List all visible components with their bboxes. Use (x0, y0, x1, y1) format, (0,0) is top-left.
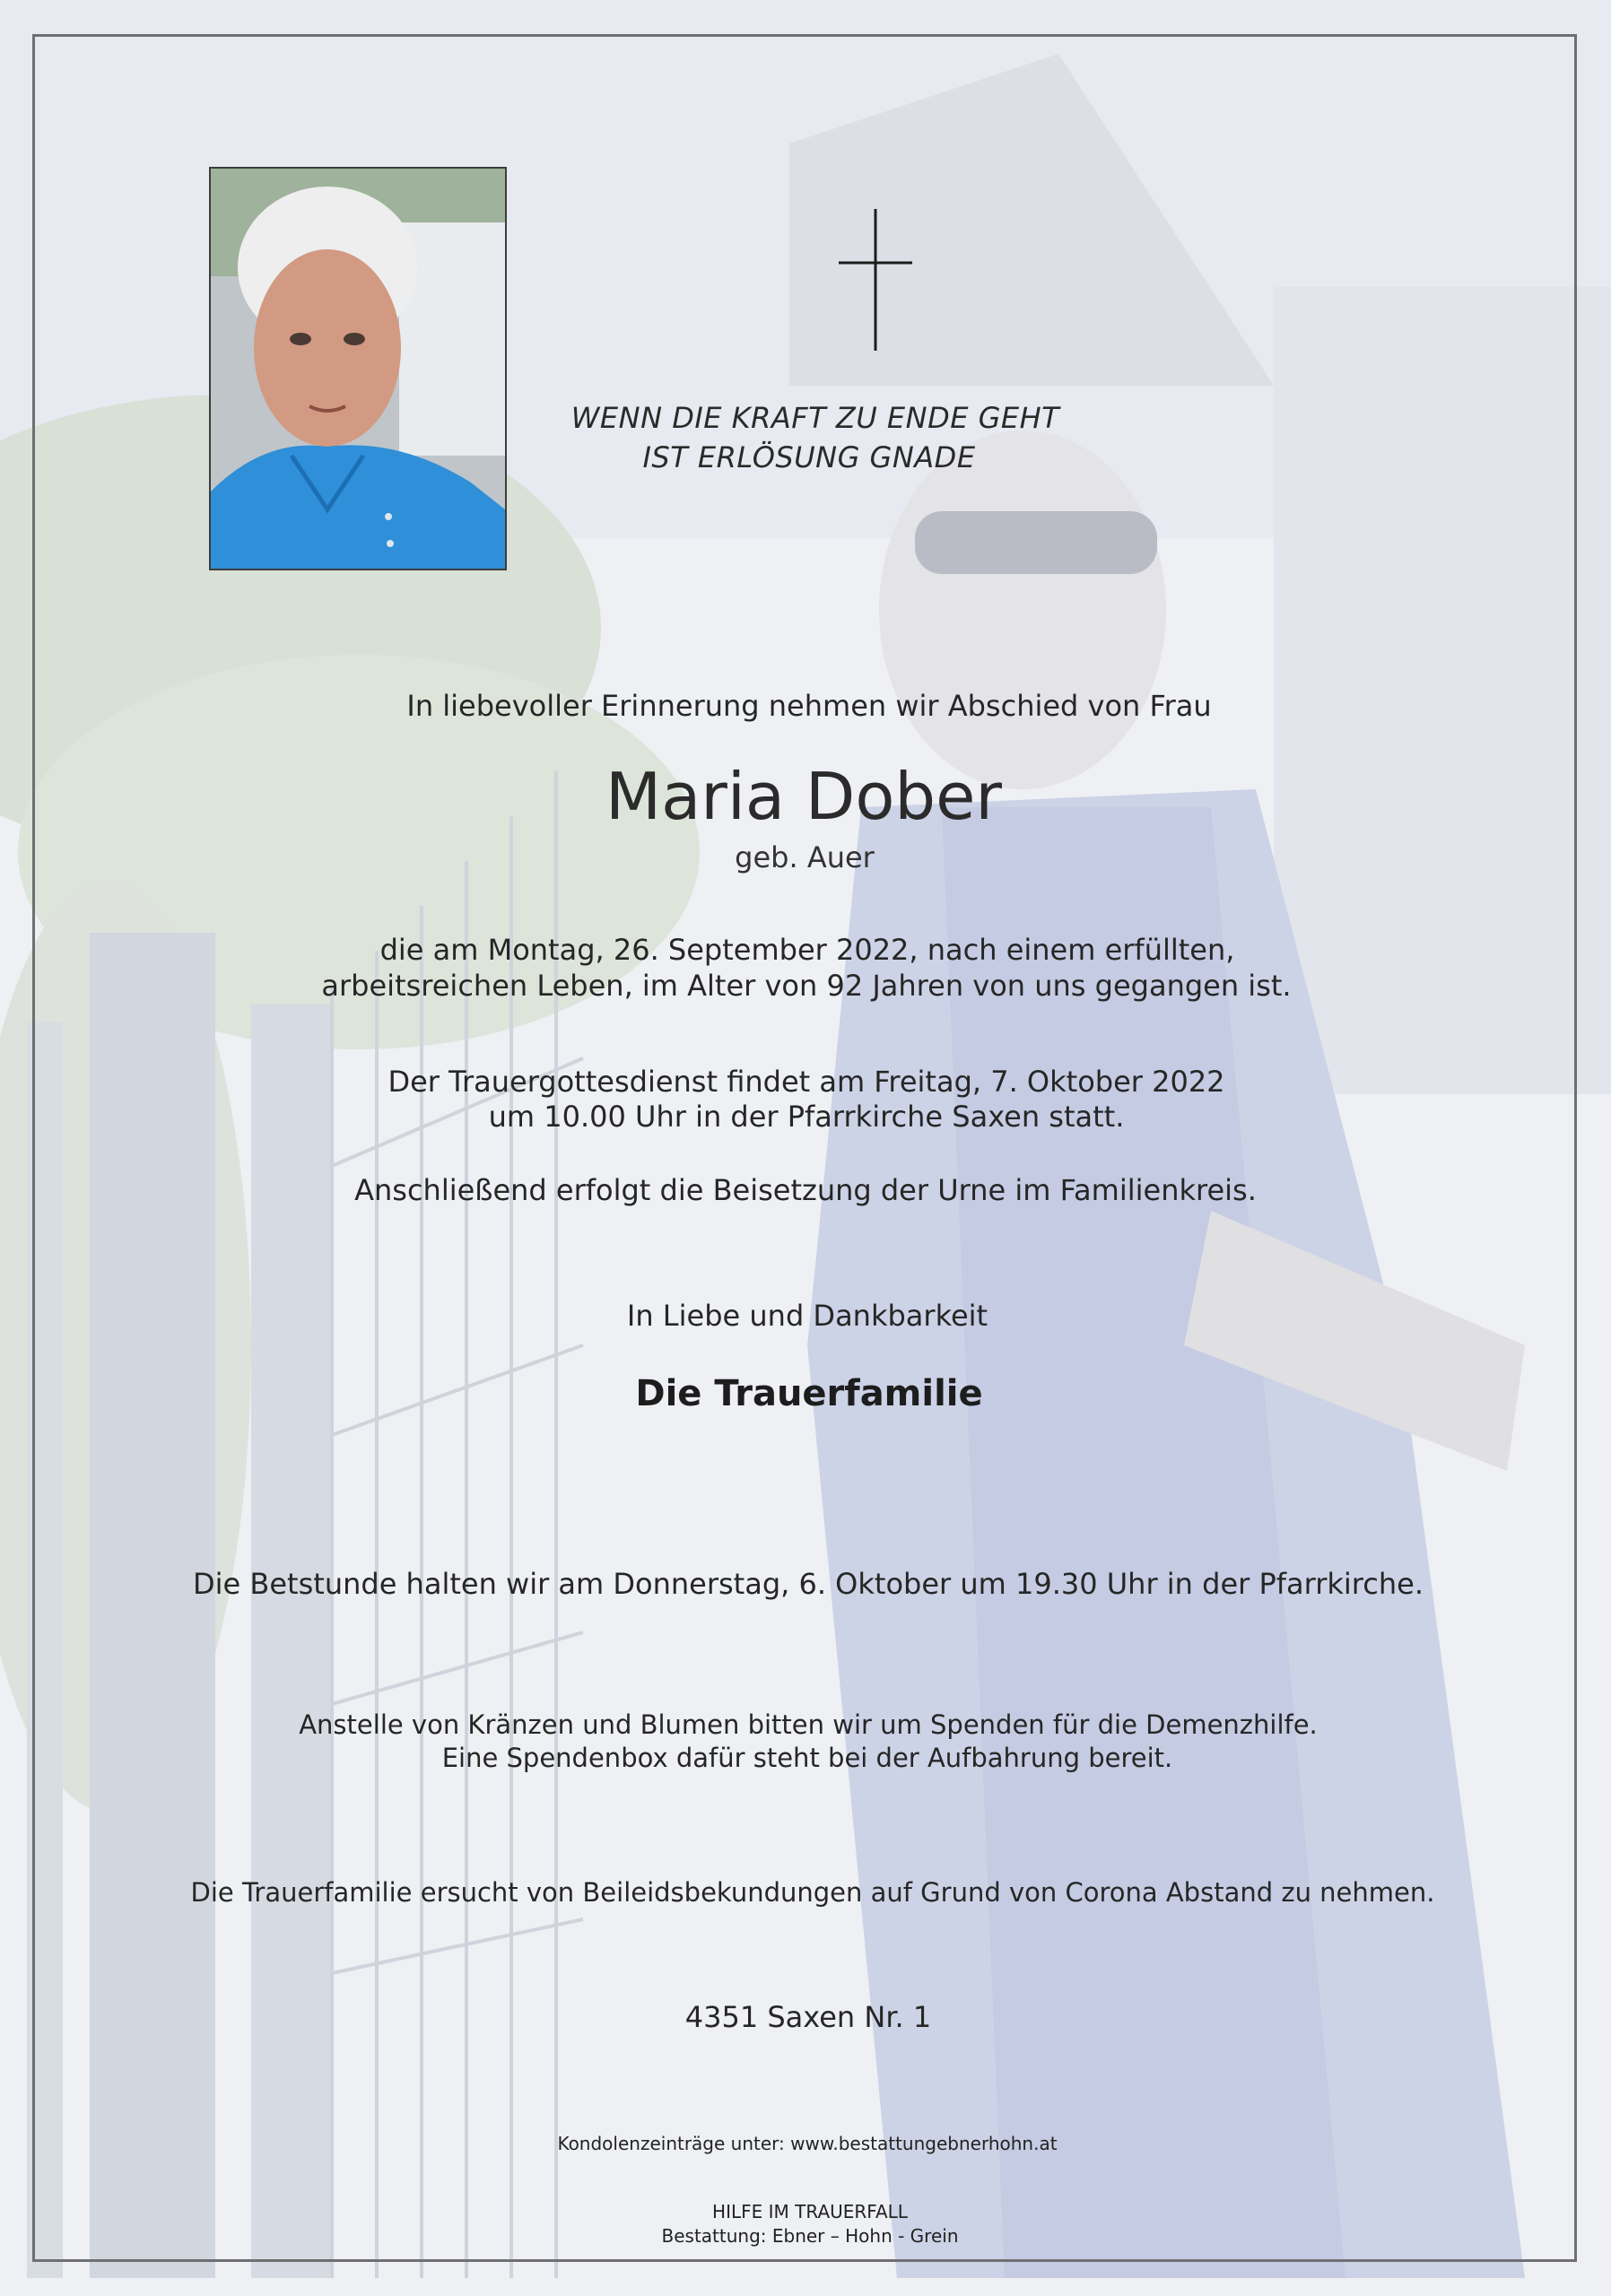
cross-icon (839, 209, 912, 351)
passing-line-1: die am Montag, 26. September 2022, nach einem erfüllten, (379, 933, 1235, 967)
intro-text: In liebevoller Erinnerung nehmen wir Abschied von Frau (406, 689, 1212, 723)
portrait-photo (209, 167, 507, 570)
burial-text: Anschließend erfolgt die Beisetzung der Urne im Familienkreis. (354, 1173, 1257, 1207)
prayer-hour-text: Die Betstunde halten wir am Donnerstag, 6. Oktober um 19.30 Uhr in der Pfarrkirche. (193, 1567, 1424, 1601)
birth-name: geb. Auer (735, 840, 875, 874)
address: 4351 Saxen Nr. 1 (684, 2000, 932, 2034)
donation-line-1: Anstelle von Kränzen und Blumen bitten wir um Spenden für die Demenzhilfe. (299, 1709, 1318, 1740)
service-line-1: Der Trauergottesdienst findet am Freitag, 7. Oktober 2022 (388, 1065, 1225, 1099)
footer-line-2: Bestattung: Ebner – Hohn - Grein (661, 2225, 959, 2247)
donation-line-2: Eine Spendenbox dafür steht bei der Aufbahrung bereit. (441, 1743, 1173, 1773)
corona-note: Die Trauerfamilie ersucht von Beileidsbekundungen auf Grund von Corona Abstand zu nehmen. (190, 1877, 1435, 1908)
motto-line-1: WENN DIE KRAFT ZU ENDE GEHT (570, 401, 1060, 435)
closing-text: In Liebe und Dankbarkeit (626, 1299, 988, 1333)
condolence-link[interactable]: Kondolenzeinträge unter: www.bestattungebnerhohn.at (557, 2133, 1058, 2154)
motto-line-2: IST ERLÖSUNG GNADE (642, 440, 976, 474)
footer-line-1: HILFE IM TRAUERFALL (712, 2201, 908, 2222)
service-line-2: um 10.00 Uhr in der Pfarrkirche Saxen statt. (488, 1100, 1125, 1134)
family-signature: Die Trauerfamilie (635, 1373, 983, 1414)
deceased-name: Maria Dober (605, 759, 1002, 834)
passing-line-2: arbeitsreichen Leben, im Alter von 92 Jahren von uns gegangen ist. (321, 969, 1292, 1003)
